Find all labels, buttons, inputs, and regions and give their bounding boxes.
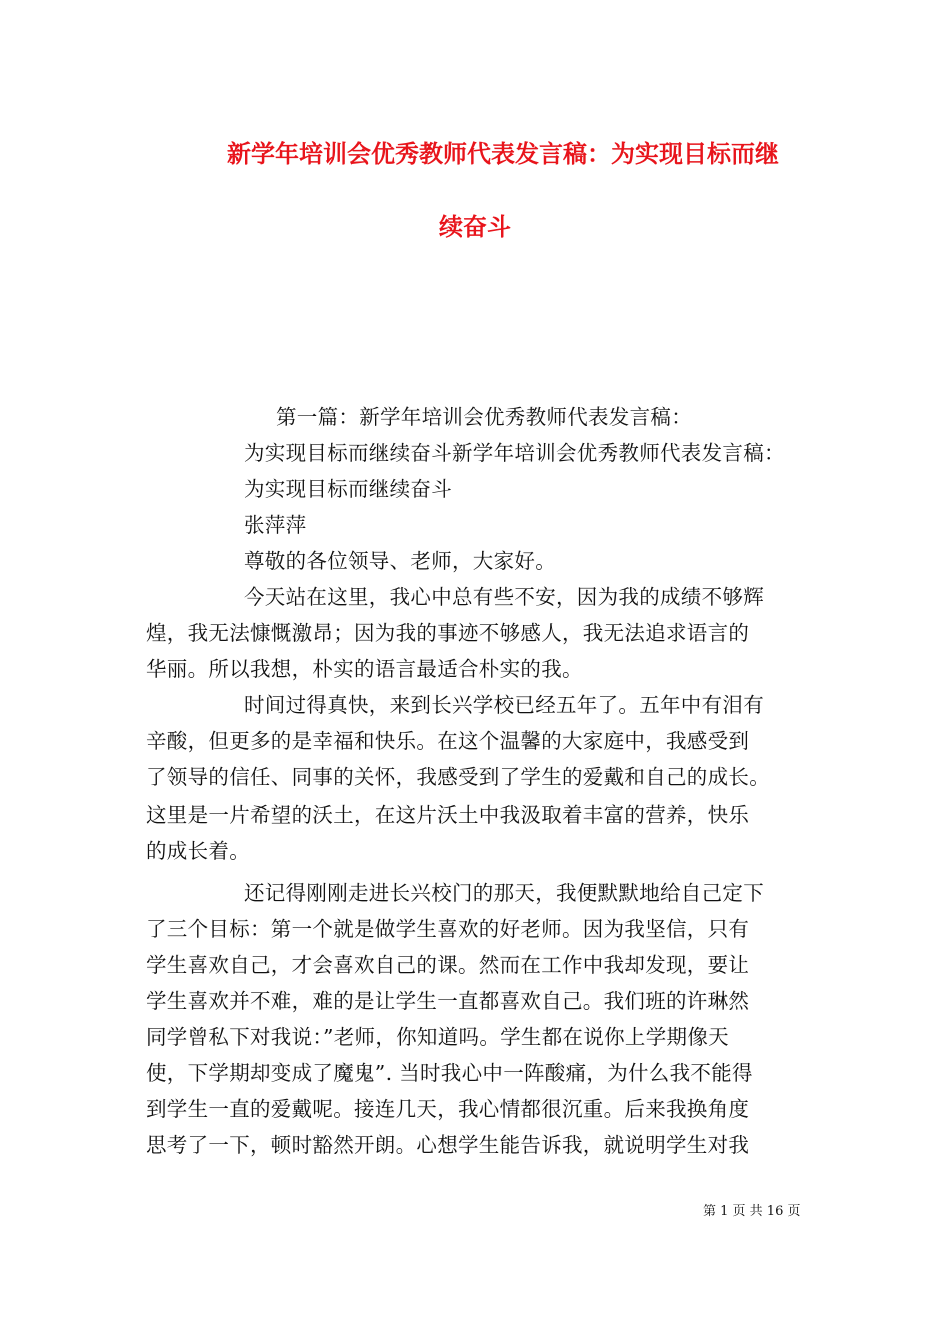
paragraph-line: 辛酸，但更多的是幸福和快乐。在这个温馨的大家庭中，我感受到: [146, 729, 750, 753]
paragraph-line: 了三个目标：第一个就是做学生喜欢的好老师。因为我坚信，只有: [146, 917, 750, 941]
author-name: 张萍萍: [244, 513, 307, 537]
paragraph-line: 的成长着。: [146, 839, 250, 863]
paragraph-line: 华丽。所以我想，朴实的语言最适合朴实的我。: [146, 657, 583, 681]
page-number-footer: 第 1 页 共 16 页: [703, 1204, 801, 1219]
greeting: 尊敬的各位领导、老师，大家好。: [244, 549, 556, 573]
paragraph-line: 学生喜欢自己，才会喜欢自己的课。然而在工作中我却发现，要让: [146, 953, 750, 977]
paragraph-line: 还记得刚刚走进长兴校门的那天，我便默默地给自己定下: [244, 881, 764, 905]
paragraph-line: 这里是一片希望的沃土，在这片沃土中我汲取着丰富的营养，快乐: [146, 803, 750, 827]
paragraph-line: 煌，我无法慷慨激昂；因为我的事迹不够感人，我无法追求语言的: [146, 621, 750, 645]
subtitle-line: 为实现目标而继续奋斗: [244, 477, 452, 501]
section-heading: 第一篇：新学年培训会优秀教师代表发言稿：: [276, 405, 692, 429]
paragraph-line: 学生喜欢并不难，难的是让学生一直都喜欢自己。我们班的许琳然: [146, 989, 750, 1013]
subtitle-line: 为实现目标而继续奋斗新学年培训会优秀教师代表发言稿：: [244, 441, 785, 465]
paragraph-line: 今天站在这里，我心中总有些不安，因为我的成绩不够辉: [244, 585, 764, 609]
document-title-line-2: 续奋斗: [439, 213, 511, 241]
document-title-line-1: 新学年培训会优秀教师代表发言稿：为实现目标而继: [227, 140, 779, 168]
paragraph-line: 使，下学期却变成了魔鬼”. 当时我心中一阵酸痛，为什么我不能得: [146, 1061, 753, 1085]
paragraph-line: 了领导的信任、同事的关怀，我感受到了学生的爱戴和自己的成长。: [146, 765, 770, 789]
paragraph-line: 到学生一直的爱戴呢。接连几天，我心情都很沉重。后来我换角度: [146, 1097, 750, 1121]
paragraph-line: 时间过得真快，来到长兴学校已经五年了。五年中有泪有: [244, 693, 764, 717]
paragraph-line: 思考了一下，顿时豁然开朗。心想学生能告诉我，就说明学生对我: [146, 1133, 750, 1157]
paragraph-line: 同学曾私下对我说：”老师，你知道吗。学生都在说你上学期像天: [146, 1025, 729, 1049]
